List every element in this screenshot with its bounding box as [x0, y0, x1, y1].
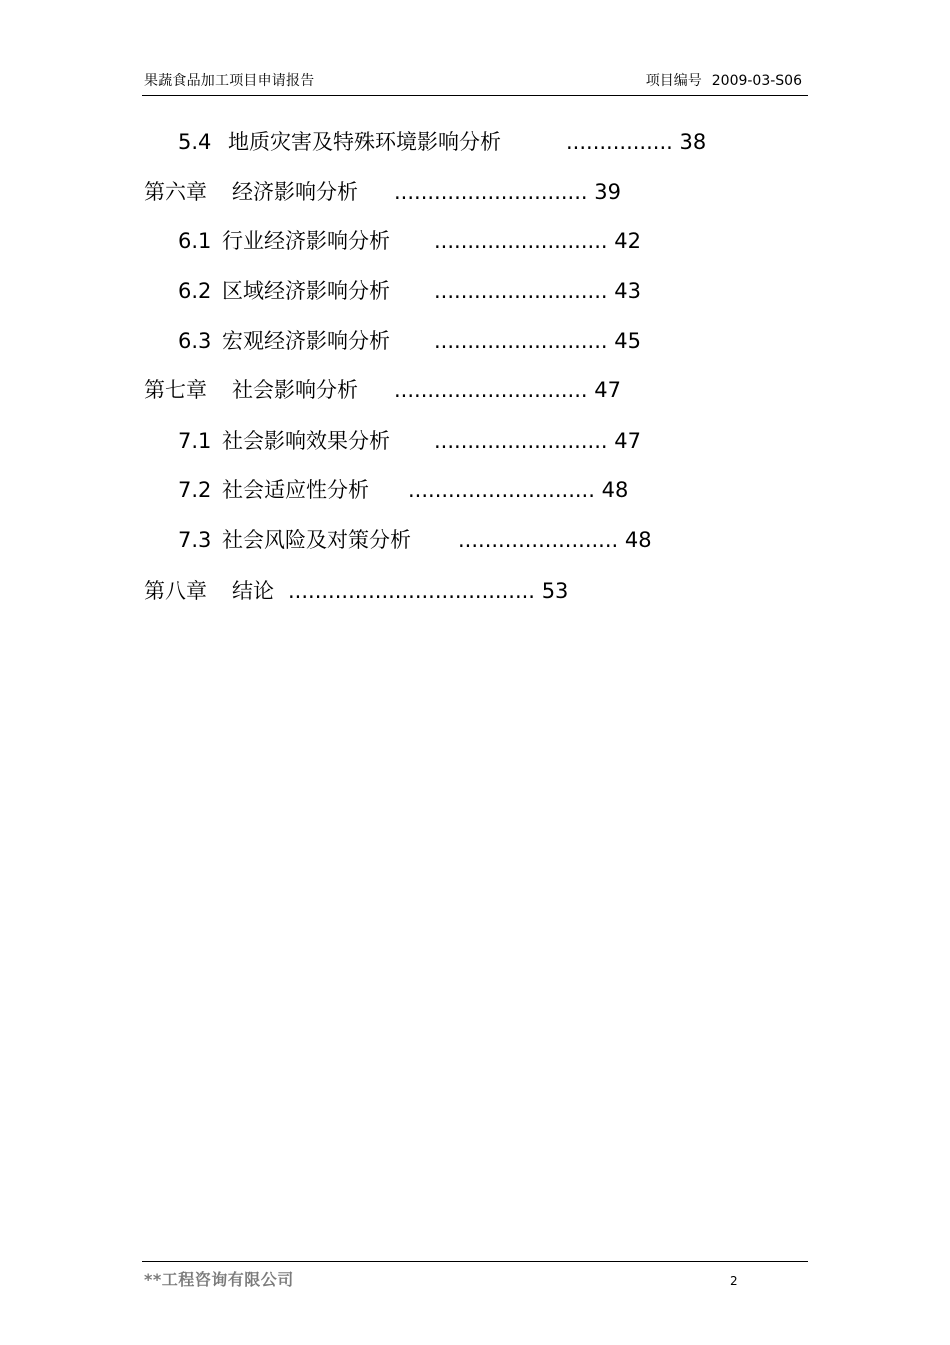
company-name: **工程咨询有限公司 [144, 1270, 294, 1289]
toc-entry-title: 区域经济影响分析 [222, 279, 390, 303]
toc-entry-page: 53 [541, 579, 569, 603]
toc-entry-number: 6.1 [178, 229, 212, 253]
page-number: 2 [730, 1274, 738, 1288]
report-title: 果蔬食品加工项目申请报告 [144, 73, 315, 89]
toc-entry-title: 社会影响分析 [232, 378, 358, 402]
toc-entry-title: 行业经济影响分析 [222, 229, 390, 253]
toc-entry-dots: ................ [566, 130, 673, 154]
toc-entry-title: 社会风险及对策分析 [222, 528, 411, 552]
toc-entry-dots: ............................. [394, 180, 588, 204]
toc-entry-dots: .......................... [434, 279, 608, 303]
toc-entry-number: 第七章 [144, 378, 207, 402]
toc-entry-title: 结论 [232, 579, 274, 603]
toc-entry-page: 43 [614, 279, 641, 303]
toc-entry-7-3[interactable] [178, 526, 652, 554]
toc-entry-page: 38 [679, 130, 707, 154]
toc-entry-title: 地质灾害及特殊环境影响分析 [228, 130, 501, 154]
toc-entry-chapter-8[interactable] [144, 577, 568, 605]
toc-entry-title: 经济影响分析 [232, 180, 358, 204]
toc-entry-page: 45 [614, 329, 641, 353]
toc-entry-title: 社会适应性分析 [222, 478, 369, 502]
toc-entry-page: 47 [594, 378, 622, 402]
toc-entry-number: 7.2 [178, 478, 212, 502]
toc-entry-page: 47 [614, 429, 641, 453]
toc-entry-7-1[interactable] [178, 427, 641, 455]
toc-entry-dots: ............................. [394, 378, 588, 402]
toc-entry-6-2[interactable] [178, 277, 641, 305]
toc-entry-number: 7.3 [178, 528, 212, 552]
project-number [646, 70, 802, 90]
toc-entry-dots: .......................... [434, 229, 608, 253]
toc-entry-7-2[interactable] [178, 476, 628, 504]
toc-entry-5-4[interactable] [178, 128, 706, 156]
toc-entry-dots: ........................ [458, 528, 619, 552]
toc-entry-page: 48 [624, 528, 652, 552]
toc-entry-6-3[interactable] [178, 327, 641, 355]
toc-entry-number: 7.1 [178, 429, 212, 453]
toc-entry-number: 第八章 [144, 579, 207, 603]
toc-entry-number: 6.3 [178, 329, 212, 353]
toc-entry-dots: ............................ [408, 478, 595, 502]
toc-entry-dots: ..................................... [288, 579, 535, 603]
footer-divider [142, 1261, 808, 1262]
toc-entry-number: 5.4 [178, 130, 212, 154]
toc-entry-chapter-6[interactable] [144, 178, 621, 206]
header-divider [142, 95, 808, 96]
toc-entry-page: 42 [614, 229, 641, 253]
toc-entry-title: 宏观经济影响分析 [222, 329, 390, 353]
toc-entry-title: 社会影响效果分析 [222, 429, 390, 453]
project-number-label: 项目编号 [645, 73, 702, 89]
toc-entry-chapter-7[interactable] [144, 376, 621, 404]
toc-entry-page: 39 [594, 180, 622, 204]
toc-entry-page: 48 [601, 478, 629, 502]
toc-entry-dots: .......................... [434, 429, 608, 453]
toc-entry-number: 第六章 [144, 180, 207, 204]
toc-entry-6-1[interactable] [178, 227, 641, 255]
project-number-value: 2009-03-S06 [711, 73, 802, 89]
toc-entry-dots: .......................... [434, 329, 608, 353]
toc-entry-number: 6.2 [178, 279, 212, 303]
